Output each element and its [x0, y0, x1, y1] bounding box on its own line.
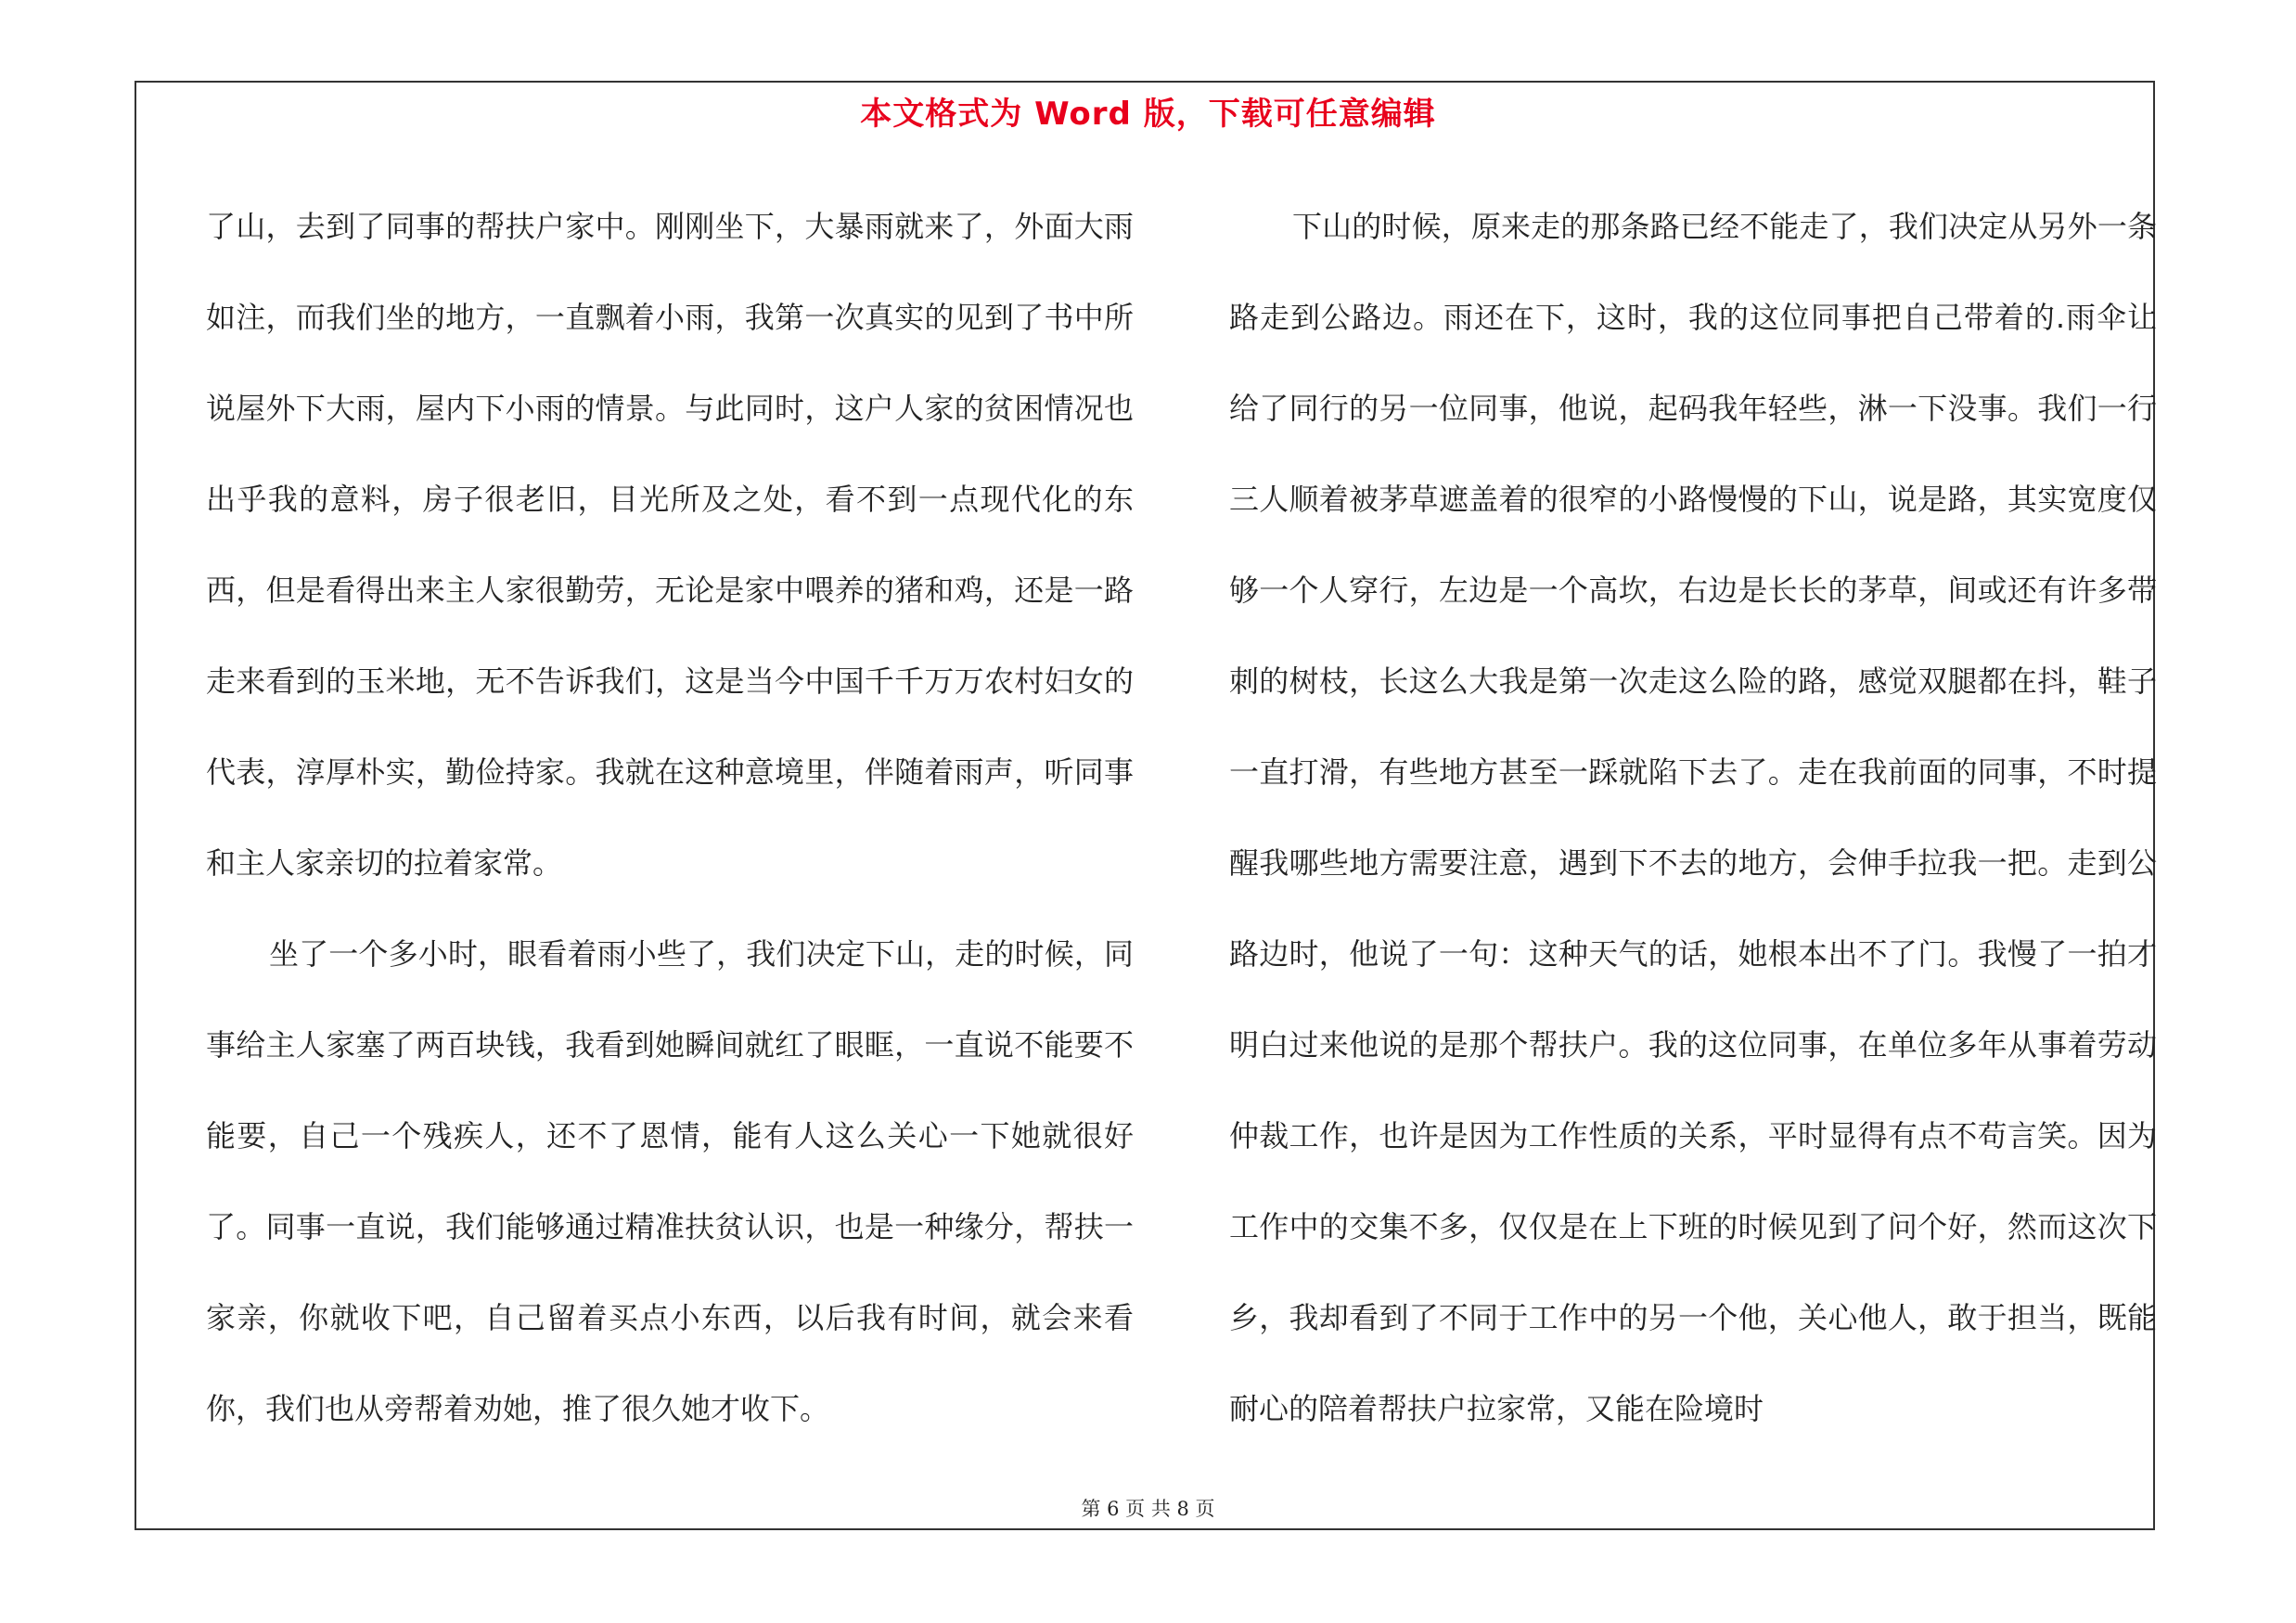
- right-text-column: [1229, 181, 2157, 1454]
- left-text-column: [206, 181, 1134, 1454]
- paragraph: 了山，去到了同事的帮扶户家中。刚刚坐下，大暴雨就来了，外面大雨如注，而我们坐的地方，一直飘着小雨，我第一次真实的见到了书中所说屋外下大雨，屋内下小雨的情景。与此同时，这户人家的贫困情况也出乎我的意料，房子很老旧，目光所及之处，看不到一点现代化的东西，但是看得出来主人家很勤劳，无论是家中喂养的猪和鸡，还是一路走来看到的玉米地，无不告诉我们，这是当今中国千千万万农村妇女的代表，淳厚朴实，勤俭持家。我就在这种意境里，伴随着雨声，听同事和主人家亲切的拉着家常。: [206, 209, 1134, 881]
- paragraph: 下山的时候，原来走的那条路已经不能走了，我们决定从另外一条路走到公路边。雨还在下，这时，我的这位同事把自己带着的.雨伞让给了同行的另一位同事，他说，起码我年轻些，淋一下没事。我们一行三人顺着被茅草遮盖着的很窄的小路慢慢的下山，说是路，其实宽度仅够一个人穿行，左边是一个高坎，右边是长长的茅草，间或还有许多带刺的树枝，长这么大我是第一次走这么险的路，感觉双腿都在抖，鞋子一直打滑，有些地方甚至一踩就陷下去了。走在我前面的同事，不时提醒我哪些地方需要注意，遇到下不去的地方，会伸手拉我一把。走到公路边时，他说了一句：这种天气的话，她根本出不了门。我慢了一拍才明白过来他说的是那个帮扶户。我的这位同事，在单位多年从事着劳动仲裁工作，也许是因为工作性质的关系，平时显得有点不苟言笑。因为工作中的交集不多，仅仅是在上下班的时候见到了问个好，然而这次下乡，我却看到了不同于工作中的另一个他，关心他人，敢于担当，既能耐心的陪着帮扶户拉家常，又能在险境时: [1229, 209, 2157, 1426]
- paragraph: 坐了一个多小时，眼看着雨小些了，我们决定下山，走的时候，同事给主人家塞了两百块钱，我看到她瞬间就红了眼眶，一直说不能要不能要，自己一个残疾人，还不了恩情，能有人这么关心一下她就很好了。同事一直说，我们能够通过精准扶贫认识，也是一种缘分，帮扶一家亲，你就收下吧，自己留着买点小东西，以后我有时间，就会来看你，我们也从旁帮着劝她，推了很久她才收下。: [206, 936, 1134, 1426]
- page-number-footer: 第 6 页 共 8 页: [1081, 1498, 1215, 1520]
- format-note-header: 本文格式为 Word 版，下载可任意编辑: [860, 96, 1436, 133]
